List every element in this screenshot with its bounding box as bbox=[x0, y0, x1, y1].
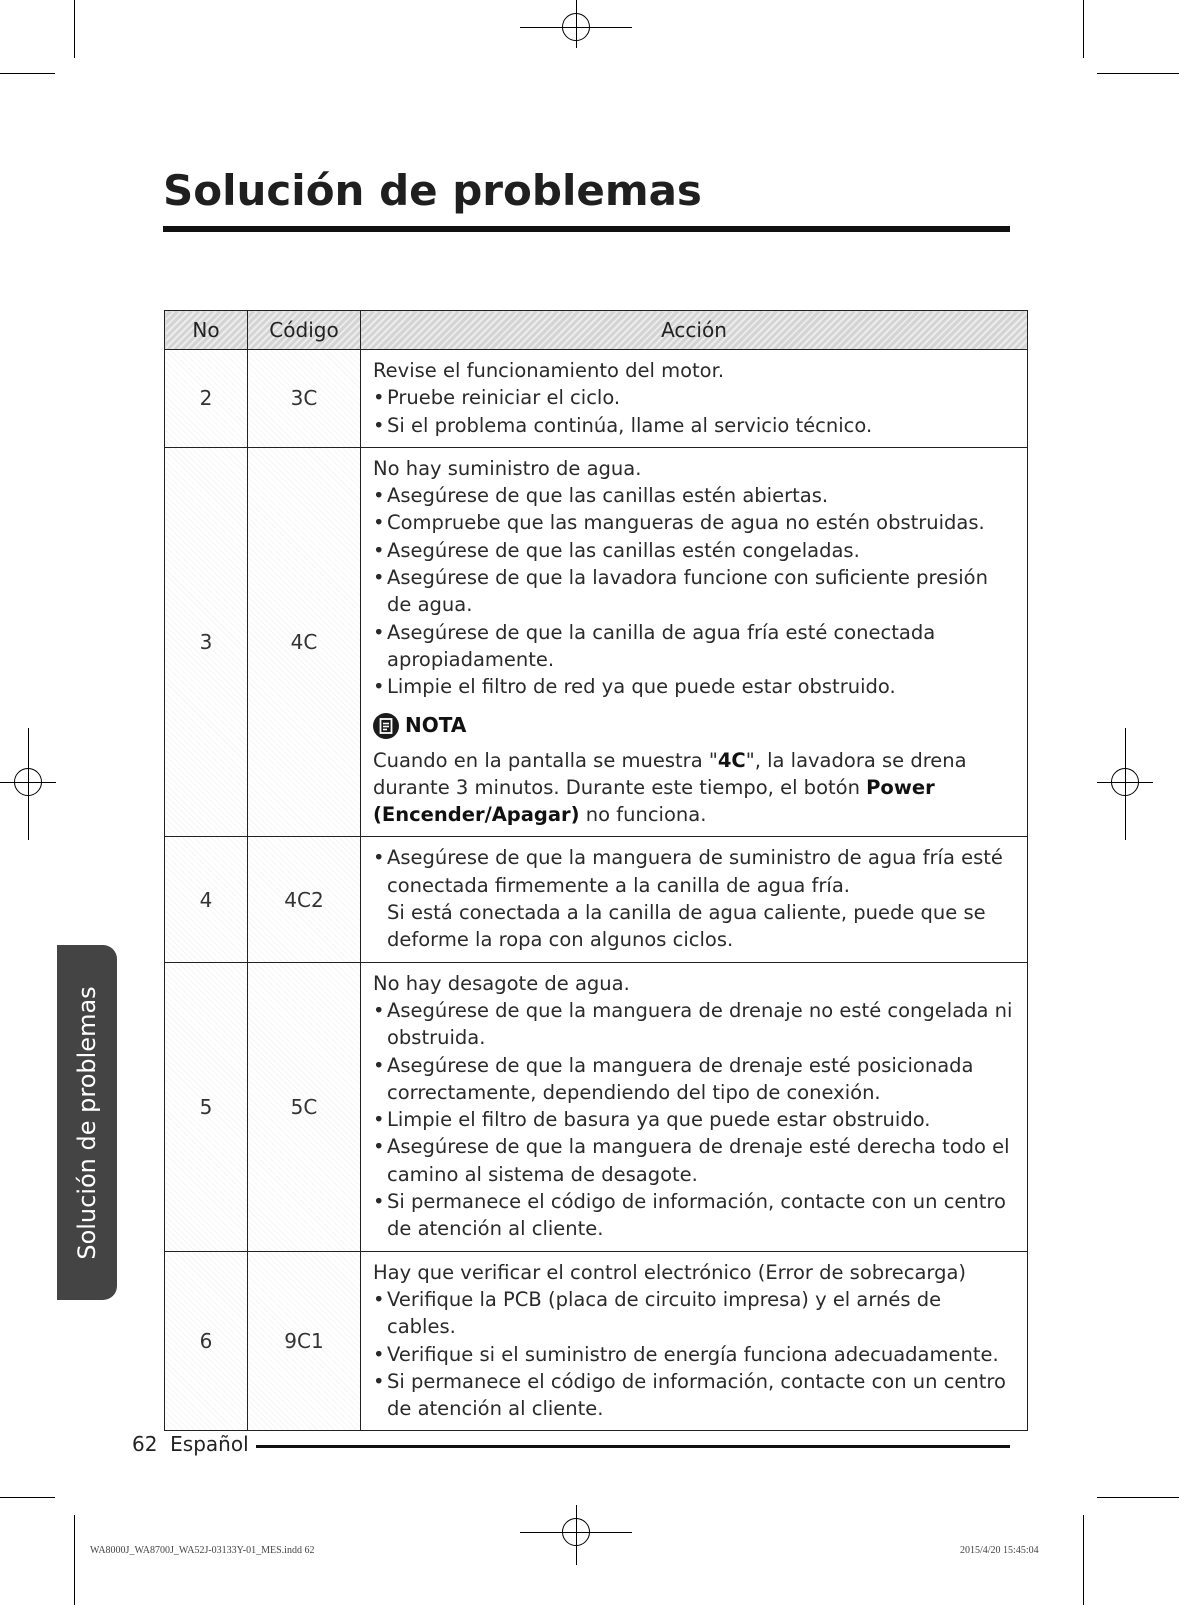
footer-rule bbox=[256, 1445, 1010, 1448]
row-action bbox=[361, 962, 1028, 1251]
table-row bbox=[165, 962, 1028, 1251]
note-heading bbox=[373, 709, 1015, 743]
row-number: 6 bbox=[165, 1251, 248, 1431]
header-code: Código bbox=[248, 311, 361, 350]
action-line: Hay que verificar el control electrónico (Error de sobrecarga) bbox=[373, 1260, 966, 1284]
row-code: 5C bbox=[248, 962, 361, 1251]
action-bullet: • Pruebe reiniciar el ciclo. bbox=[373, 384, 1015, 411]
power-button-label: Power (Encender/Apagar) bbox=[373, 775, 935, 827]
row-number: 2 bbox=[165, 350, 248, 448]
action-bullet: • Asegúrese de que la manguera de suministro de agua fría esté conectada firmemente a la canilla de agua fría. bbox=[373, 844, 1015, 899]
action-bullet: • Compruebe que las mangueras de agua no estén obstruidas. bbox=[373, 509, 1015, 536]
action-bullet: • Si el problema continúa, llame al servicio técnico. bbox=[373, 412, 1015, 439]
row-number: 5 bbox=[165, 962, 248, 1251]
error-code-table bbox=[164, 310, 1028, 1431]
table-row bbox=[165, 447, 1028, 837]
row-number: 4 bbox=[165, 837, 248, 962]
row-code: 9C1 bbox=[248, 1251, 361, 1431]
crop-mark bbox=[1083, 1515, 1084, 1605]
crop-mark bbox=[0, 1497, 55, 1498]
row-code: 4C2 bbox=[248, 837, 361, 962]
action-bullet: • Asegúrese de que la lavadora funcione con suficiente presión de agua. bbox=[373, 564, 1015, 619]
row-action bbox=[361, 350, 1028, 448]
action-bullet: • Si permanece el código de información, contacte con un centro de atención al cliente. bbox=[373, 1188, 1015, 1243]
action-line: No hay suministro de agua. bbox=[373, 456, 642, 480]
table-row bbox=[165, 837, 1028, 962]
row-code: 3C bbox=[248, 350, 361, 448]
row-number: 3 bbox=[165, 447, 248, 837]
row-action bbox=[361, 1251, 1028, 1431]
action-bullet: • Verifique la PCB (placa de circuito impresa) y el arnés de cables. bbox=[373, 1286, 1015, 1341]
action-line: Revise el funcionamiento del motor. bbox=[373, 359, 725, 382]
crop-mark bbox=[74, 1515, 75, 1605]
action-bullet: • Limpie el filtro de basura ya que puede estar obstruido. bbox=[373, 1106, 1015, 1133]
header-no: No bbox=[165, 311, 248, 350]
crop-mark bbox=[74, 0, 75, 58]
table-row bbox=[165, 350, 1028, 448]
crop-mark bbox=[0, 73, 55, 74]
registration-mark-icon bbox=[1097, 728, 1153, 840]
page-title: Solución de problemas bbox=[163, 166, 702, 215]
note-label: NOTA bbox=[405, 712, 467, 737]
page-language: Español bbox=[170, 1432, 249, 1456]
action-bullet: • Asegúrese de que las canillas estén abiertas. bbox=[373, 482, 1015, 509]
imprint-date: 2015/4/20 15:45:04 bbox=[960, 1545, 1039, 1556]
action-bullet: • Asegúrese de que la manguera de drenaje esté derecha todo el camino al sistema de desagote. bbox=[373, 1133, 1015, 1188]
row-code: 4C bbox=[248, 447, 361, 837]
action-bullet: • Asegúrese de que la canilla de agua fría esté conectada apropiadamente. bbox=[373, 619, 1015, 674]
action-bullet: • Si permanece el código de información, contacte con un centro de atención al cliente. bbox=[373, 1368, 1015, 1423]
note-code: 4C bbox=[717, 748, 746, 772]
crop-mark bbox=[1097, 73, 1179, 74]
registration-mark-icon bbox=[520, 1505, 632, 1565]
crop-mark bbox=[1097, 1497, 1179, 1498]
row-action bbox=[361, 447, 1028, 837]
imprint-file: WA8000J_WA8700J_WA52J-03133Y-01_MES.indd 62 bbox=[90, 1545, 315, 1556]
note-text: Cuando en la pantalla se muestra "4C", la lavadora se drena durante 3 minutos. Durante este tiempo, el botón Power (Encender/Apagar) no funciona. bbox=[373, 748, 967, 827]
page-footer bbox=[132, 1432, 249, 1456]
section-side-tab bbox=[57, 945, 117, 1300]
table-header-row bbox=[165, 311, 1028, 350]
title-rule bbox=[163, 226, 1010, 232]
action-bullet: • Limpie el filtro de red ya que puede estar obstruido. bbox=[373, 673, 1015, 700]
side-tab-label: Solución de problemas bbox=[73, 985, 101, 1260]
row-action bbox=[361, 837, 1028, 962]
page-number: 62 bbox=[132, 1432, 158, 1456]
table-row bbox=[165, 1251, 1028, 1431]
action-bullet: • Asegúrese de que la manguera de drenaje no esté congelada ni obstruida. bbox=[373, 997, 1015, 1052]
note-document-icon bbox=[373, 713, 399, 739]
header-action: Acción bbox=[361, 311, 1028, 350]
action-line: No hay desagote de agua. bbox=[373, 971, 630, 995]
action-bullet: • Verifique si el suministro de energía funciona adecuadamente. bbox=[373, 1341, 1015, 1368]
crop-mark bbox=[1083, 0, 1084, 58]
action-bullet: • Asegúrese de que las canillas estén congeladas. bbox=[373, 537, 1015, 564]
action-bullet: • Asegúrese de que la manguera de drenaje esté posicionada correctamente, dependiendo del tipo de conexión. bbox=[373, 1052, 1015, 1107]
registration-mark-icon bbox=[0, 728, 56, 840]
action-line: Si está conectada a la canilla de agua caliente, puede que se deforme la ropa con algunos ciclos. bbox=[387, 901, 986, 952]
registration-mark-icon bbox=[520, 0, 632, 48]
